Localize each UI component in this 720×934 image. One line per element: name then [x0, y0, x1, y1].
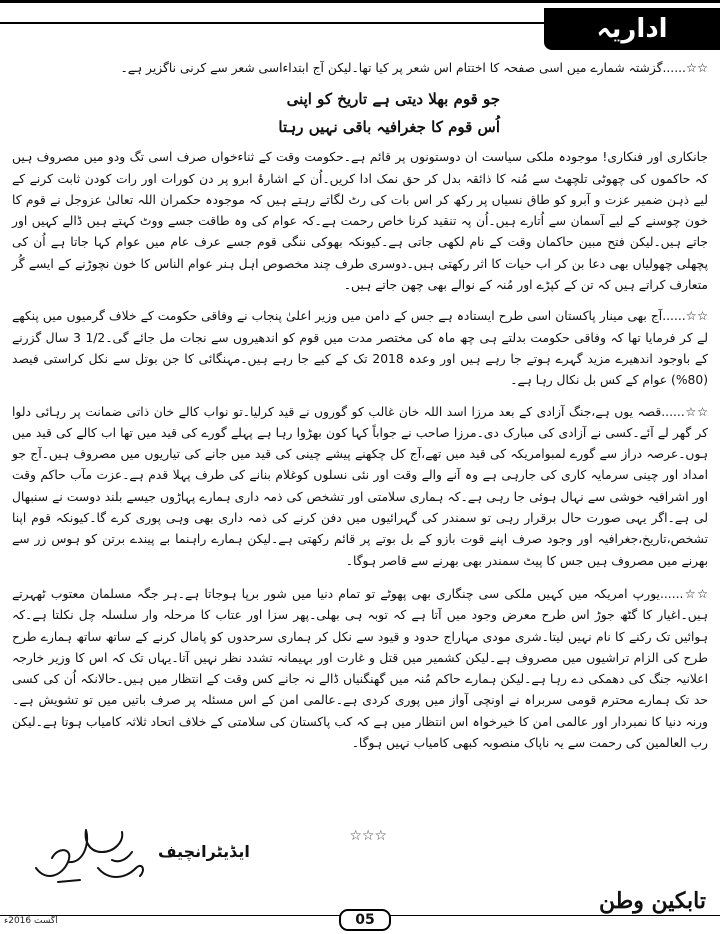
issue-date: اگست 2016ء — [4, 916, 58, 926]
poem — [12, 85, 500, 141]
paragraph-1: جانکاری اور فنکاری! موجودہ ملکی سیاست ان دوستونوں پر قائم ہے۔حکومت وقت کے ثناءخواں صرف اسی تگ ودو میں مصروف ہیں کہ حاکموں کی چھوٹی تلچھٹ سے مُنہ کا ذائقہ بدل کر حق نمک ادا کریں۔اُن کے اشارۂ ابرو پر دن کورات اور رات کودن ثابت کرنے کے لیے ذہن ضمیر عزت و آبرو کو طاق نسیاں پر رکھ کر اس بات کی رٹ لگاتے رہتے ہیں کہ موجودہ حکمران اللہ تعالیٰ عزوجل نے قوم کا خون چوسنے کے لیے آسمان سے اُتارے ہیں۔اُن پہ تنقید کرنا خاص رحمت ہے۔کہ عوام کی وہ طاقت جسے ووٹ کہتے ہیں ڈالے کہیں اور جاتے ہیں۔لیکن فتح مبین حاکمان وقت کے نام لکھی جاتی ہے۔کیونکہ بھوکی ننگی قوم جسے عرف عام میں عوام کہا جاتا ہے اُن کی پچھلی چھولیاں بھی دعا بن کر اب حیات کا اثر رکھتی ہیں۔دوسری طرف چند مخصوص اہل ہنر عوام الناس کا خون نچوڑنے کے ایسے گُر متعارف کراتے ہیں کہ تن کے کپڑے اور مُنہ کے نوالے بھی چھن جاتے ہیں۔ — [12, 150, 708, 293]
signoff — [0, 822, 720, 886]
page-number: 05 — [339, 909, 391, 931]
paragraph-2: ☆☆......آج بھی مینار پاکستان اسی طرح ایستادہ ہے جس کے دامن میں وزیر اعلیٰ پنجاب نے وفاقی حکومت کے خلاف گرمیوں میں پنکھے لے کر فرمایا تھا کہ وفاقی حکومت بدلتے ہی چھ ماہ کی مختصر مدت میں قوم کو اندھیروں سے نجات مل جائے گی۔1/2 3 سال گزرنے کے باوجود اندھیرے مزید گہرے ہوتے جا رہے ہیں اور وعدہ 2018 تک کے کیے جا رہے ہیں۔مہنگائی کا جن بوتل سے نکل کراستی فیصد (80%) عوام کے کس بل نکال رہا ہے۔ — [12, 309, 708, 388]
editorial-body — [12, 56, 708, 894]
poem-line-2: اُس قوم کا جغرافیہ باقی نہیں رہتا — [278, 118, 500, 137]
signature-image — [28, 824, 154, 886]
editor-in-chief-label: ایڈیٹرانچیف — [158, 842, 250, 861]
magazine-logo: تابکین وطن — [598, 888, 706, 914]
separator-stars: ☆☆☆ — [349, 828, 387, 844]
header-top-rule — [0, 0, 720, 3]
page-title: اداریہ — [544, 8, 720, 50]
intro-line: ☆☆......گزشتہ شمارے میں اسی صفحہ کا اختتام اس شعر پر کیا تھا۔لیکن آج ابتداءاسی شعر سے کرنی ناگزیر ہے۔ — [120, 61, 708, 75]
paragraph-4: ☆☆......یورپ امریکہ میں کہیں ملکی سی چنگاری بھی پھوٹے تو تمام دنیا میں شور برپا ہوجاتا ہے۔ہر جگہ مسلمان معتوب ٹھہرتے ہیں۔اغیار کا گٹھ جوڑ اس طرح معرض وجود میں آتا ہے کہ توبہ ہی بھلی۔پھر سزا اور عتاب کا مرحلہ وار سلسلہ چل نکلتا ہے۔کہ ہوائیں تک رکنے کا نام نہیں لیتا۔شری مودی مہاراج حدود و قیود سے نکل کر ہماری سرحدوں کو پامال کرنے کے ساتھ ساتھ ہمارے طرح طرح کی الزام تراشیوں میں مصروف ہے۔لیکن کشمیر میں قتل و غارت اور بہیمانہ تشدد نظر نہیں آتا۔یہاں تک کہ اس کا وزیر خارجہ اعلانیہ جنگ کی دھمکی دے رہا ہے۔لیکن ہمارے حاکم مُنہ میں گھنگنیاں ڈالے نہ جانے کس وقت کے انتظار میں ہیں۔حالانکہ اُن کی کسی حد تک ہمارے محترم قومی سربراہ نے اونچی آواز میں پوری کردی ہے۔عالمی امن کے اس مسئلہ پر صرف باتیں میں تو تشویش ہے۔ورنہ دنیا کا نمبردار اور عالمی امن کا خیرخواہ اس انتظار میں ہے کہ کب پاکستان کی سلامتی کے خلاف اتحاد ثلاثہ کامیاب ہوتا ہے۔لیکن رب العالمین کی رحمت سے یہ ناپاک منصوبہ کبھی کامیاب نہیں ہوگا۔ — [12, 586, 708, 751]
paragraph-3: ☆☆......قصہ یوں ہے،جنگ آزادی کے بعد مرزا اسد اللہ خان غالب کو گوروں نے قید کرلیا۔تو نواب کالے خان ذاتی ضمانت پر رہائی دلوا کر گھر لے آئے۔کسی نے آزادی کی مبارک دی۔مرزا صاحب نے جواباً کہا کون بھڑوا رہا ہے پہلے گورے کی قید میں تھا اب کالے کی قید میں ہوں۔عرصہ دراز سے گورے لمبوامریکہ کی قید میں تھے،آج کل چکھنے پیشے چینی کی قید میں جانے کی تیاریوں میں مصروف ہیں۔آج جو امداد اور چینی سرمایہ کاری کی جارہی ہے وہ آنے والے وقت اور نئی نسلوں کوغلام بنانے کی طرف پہلا قدم ہے۔عزت مآب حاکم وقت اور اشرافیہ خوشی سے نہال ہوئی جا رہی ہے۔کہ ہماری سلامتی اور تشخص کی ذمہ داری ہمارے پہاڑوں جیسے بلند دوست نے سنبھال لی ہے۔اگر یہی صورت حال برقرار رہی تو سمندر کی گہرائیوں میں دفن کرنے کی ذمہ داری بھی وہی پوری کرے گا۔کیونکہ قوم اپنا تشخص،تاریخ،جغرافیہ اور وجود صرف اپنے قوت بازو کے بل بوتے پر قائم رکھتی ہے۔لیکن ہمارے راہنما بے پیندے برتن کو ہوس زر سے بھرنے میں مصروف ہیں جس کا پیٹ سمندر بھی بھرنے سے قاصر ہوگا۔ — [12, 404, 708, 568]
poem-line-1: جو قوم بھلا دیتی ہے تاریخ کو اپنی — [286, 90, 500, 109]
